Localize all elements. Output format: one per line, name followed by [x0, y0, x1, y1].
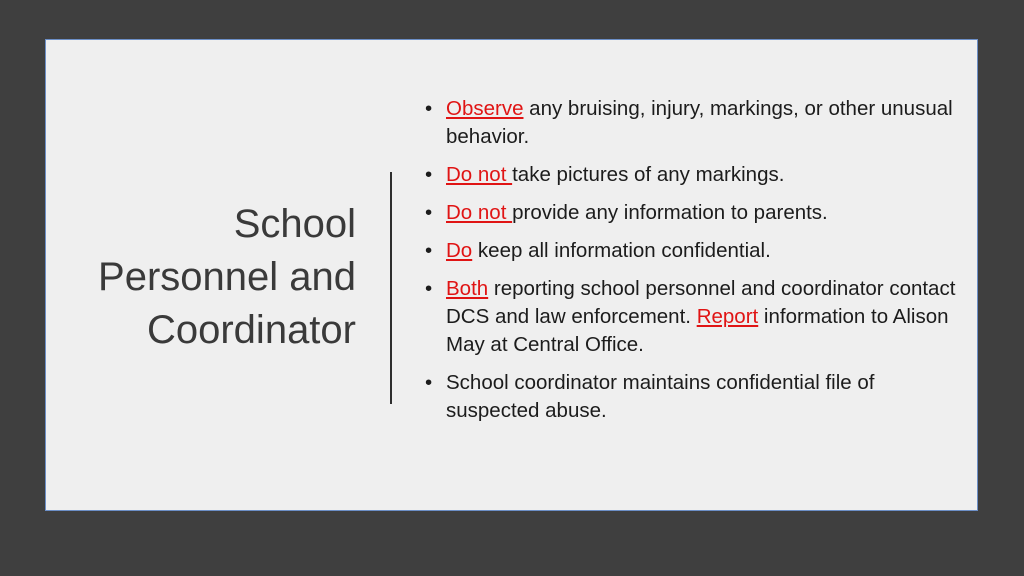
bullet-text-2: information to Alison May at Central Office.: [446, 305, 949, 356]
slide: [45, 39, 978, 511]
bullet-dot-icon: •: [425, 201, 433, 224]
slide-title: [86, 198, 356, 357]
bullet-text: provide any information to parents.: [512, 201, 828, 224]
bullet-dot-icon: •: [425, 277, 433, 300]
bullet-dot-icon: •: [425, 163, 433, 186]
bullet-dot-icon: •: [425, 239, 433, 262]
highlight-do: Do: [446, 239, 473, 262]
highlight-report: Report: [696, 305, 759, 328]
title-line-1: School: [233, 202, 356, 246]
highlight-do-not: Do not: [446, 163, 513, 186]
bullet-item-coordinator-file: [422, 369, 962, 425]
highlight-observe: Observe: [446, 97, 524, 120]
highlight-both: Both: [446, 277, 489, 300]
bullet-item-confidential: [422, 237, 962, 265]
highlight-do-not: Do not: [446, 201, 513, 224]
bullet-dot-icon: •: [425, 371, 433, 394]
bullet-item-both-report: [422, 275, 962, 359]
bullet-list: [422, 95, 962, 435]
bullet-item-no-info: [422, 199, 962, 227]
bullet-item-observe: [422, 95, 962, 151]
title-line-2: Personnel and: [98, 255, 356, 299]
bullet-dot-icon: •: [425, 97, 433, 120]
bullet-item-no-pictures: [422, 161, 962, 189]
bullet-text: any bruising, injury, markings, or other unusual behavior.: [446, 97, 953, 148]
bullet-text: School coordinator maintains confidential file of suspected abuse.: [446, 371, 875, 422]
vertical-divider: [390, 172, 392, 404]
bullet-text: reporting school personnel and coordinator contact DCS and law enforcement.: [446, 277, 956, 328]
bullet-text: take pictures of any markings.: [512, 163, 785, 186]
title-line-3: Coordinator: [146, 308, 356, 352]
bullet-text: keep all information confidential.: [472, 239, 771, 262]
